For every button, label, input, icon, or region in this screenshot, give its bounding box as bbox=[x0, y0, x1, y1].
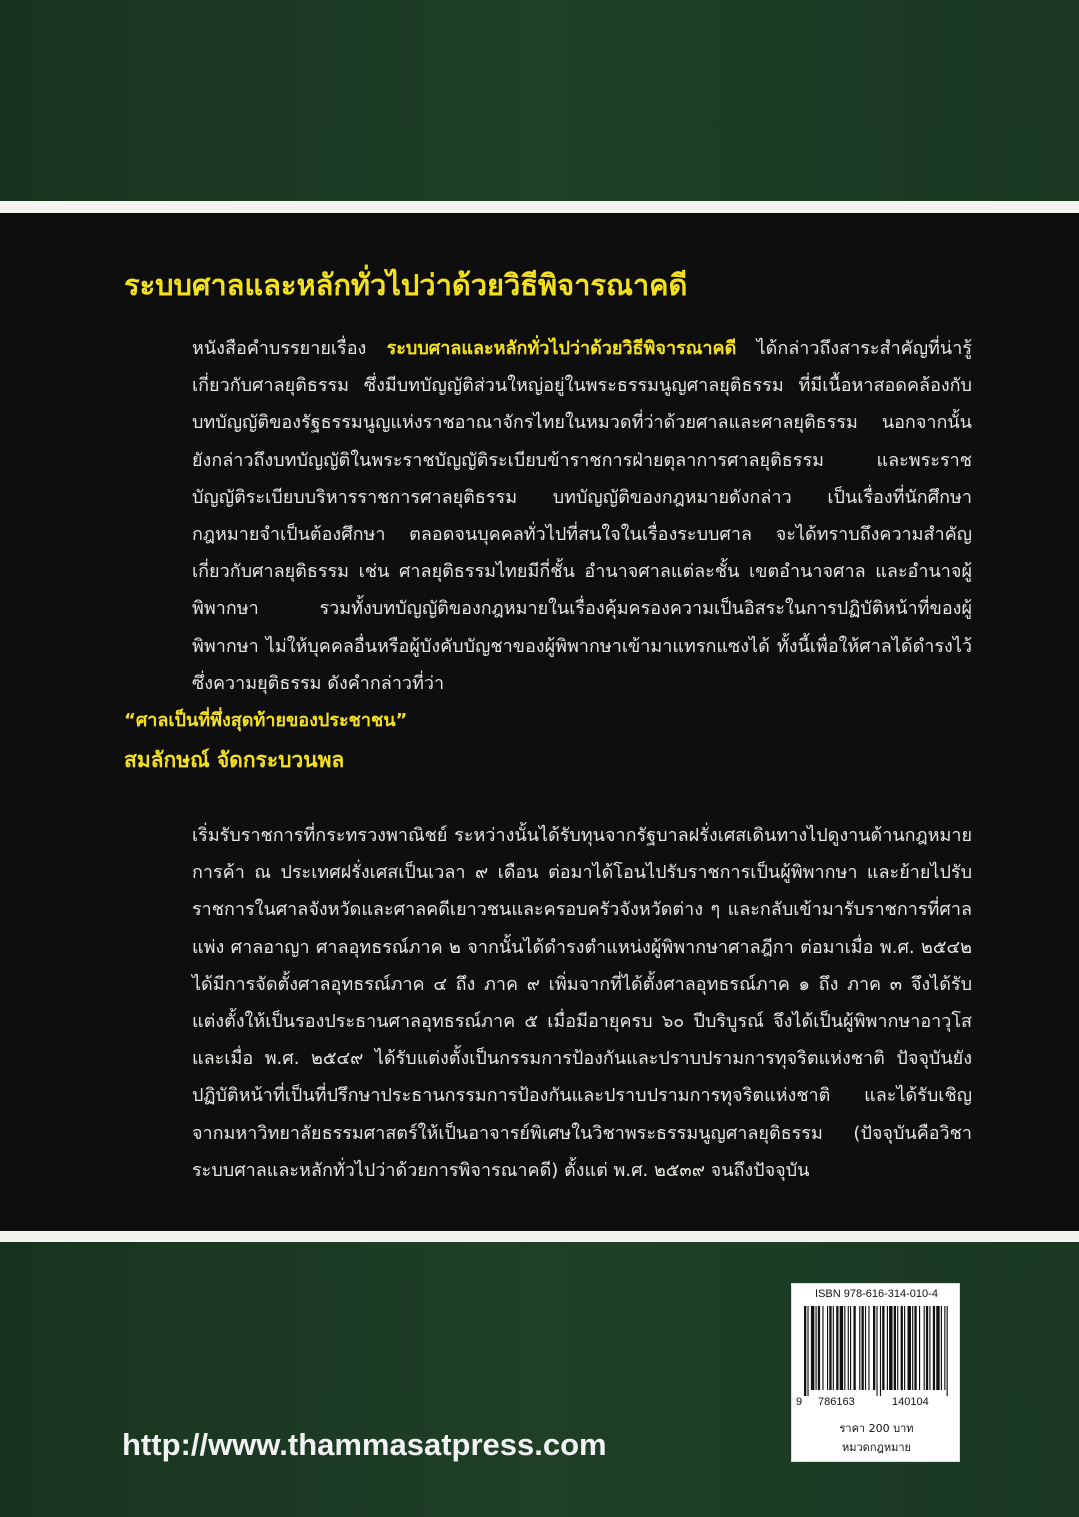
author-bio-text: เริ่มรับราชการที่กระทรวงพาณิชย์ ระหว่างนั้นได้รับทุนจากรัฐบาลฝรั่งเศสเดินทางไปดูงานด้านกฎหมายการค้า ณ ประเทศฝรั่งเศสเป็นเวลา ๙ เดือน ต่อมาได้โอนไปรับราชการเป็นผู้พิพากษา และย้ายไปรับราชการในศาลจังหวัดและศาลคดีเยาวชนและครอบครัวจังหวัดต่าง ๆ และกลับเข้ามารับราชการที่ศาลแพ่ง ศาลอาญา ศาลอุทธรณ์ภาค ๒ จากนั้นได้ดำรงตำแหน่งผู้พิพากษาศาลฎีกา ต่อมาเมื่อ พ.ศ. ๒๕๔๒ ได้มีการจัดตั้งศาลอุทธรณ์ภาค ๔ ถึง ภาค ๙ เพิ่มจากที่ได้ตั้งศาลอุทธรณ์ภาค ๑ ถึง ภาค ๓ จึงได้รับแต่งตั้งให้เป็นรองประธานศาลอุทธรณ์ภาค ๕ เมื่อมีอายุครบ ๖๐ ปีบริบูรณ์ จึงได้เป็นผู้พิพากษาอาวุโส และเมื่อ พ.ศ. ๒๕๔๙ ได้รับแต่งตั้งเป็นกรรมการป้องกันและปราบปรามการทุจริตแห่งชาติ ปัจจุบันยังปฏิบัติหน้าที่เป็นที่ปรึกษาประธานกรรมการป้องกันและปราบปรามการทุจริตแห่งชาติ และได้รับเชิญจากมหาวิทยาลัยธรรมศาสตร์ให้เป็นอาจารย์พิเศษในวิชาพระธรรมนูญศาลยุติธรรม (ปัจจุบันคือวิชาระบบศาลและหลักทั่วไปว่าด้วยการพิจารณาคดี) ตั้งแต่ พ.ศ. ๒๕๓๙ จนถึงปัจจุบัน bbox=[192, 825, 972, 1181]
price-text: ราคา 200 บาท bbox=[839, 1422, 914, 1435]
publisher-url[interactable]: http://www.thammasatpress.com bbox=[122, 1427, 607, 1462]
author-name: สมลักษณ์ จัดกระบวนพล bbox=[124, 748, 345, 772]
category-text: หมวดกฎหมาย bbox=[842, 1441, 911, 1454]
isbn-barcode-label bbox=[791, 1283, 960, 1462]
description-start: หนังสือคำบรรยายเรื่อง bbox=[192, 338, 387, 359]
barcode-digits-left: 786163 bbox=[818, 1396, 855, 1408]
barcode-digit-first: 9 bbox=[796, 1396, 803, 1408]
description-text bbox=[124, 330, 972, 702]
description-quote: “ศาลเป็นที่พึ่งสุดท้ายของประชาชน” bbox=[124, 710, 408, 732]
description-rest: ได้กล่าวถึงสาระสำคัญที่น่ารู้เกี่ยวกับศาลยุติธรรม ซึ่งมีบทบัญญัติส่วนใหญ่อยู่ในพระธรรมนูญศาลยุติธรรม ที่มีเนื้อหาสอดคล้องกับบทบัญญัติของรัฐธรรมนูญแห่งราชอาณาจักรไทยในหมวดที่ว่าด้วยศาลและศาลยุติธรรม นอกจากนั้นยังกล่าวถึงบทบัญญัติในพระราชบัญญัติระเบียบข้าราชการฝ่ายตุลาการศาลยุติธรรม และพระราชบัญญัติระเบียบบริหารราชการศาลยุติธรรม บทบัญญัติของกฎหมายดังกล่าว เป็นเรื่องที่นักศึกษากฎหมายจำเป็นต้องศึกษา ตลอดจนบุคคลทั่วไปที่สนใจในเรื่องระบบศาล จะได้ทราบถึงความสำคัญเกี่ยวกับศาลยุติธรรม เช่น ศาลยุติธรรมไทยมีกี่ชั้น อำนาจศาลแต่ละชั้น เขตอำนาจศาล และอำนาจผู้พิพากษา รวมทั้งบทบัญญัติของกฎหมายในเรื่องคุ้มครองความเป็นอิสระในการปฏิบัติหน้าที่ของผู้พิพากษา ไม่ให้บุคคลอื่นหรือผู้บังคับบัญชาของผู้พิพากษาเข้ามาแทรกแซงได้ ทั้งนี้เพื่อให้ศาลได้ดำรงไว้ซึ่งความยุติธรรม ดังคำกล่าวที่ว่า bbox=[192, 338, 972, 694]
book-title: ระบบศาลและหลักทั่วไปว่าด้วยวิธีพิจารณาคดี bbox=[124, 268, 688, 302]
author-bio bbox=[124, 817, 972, 1189]
barcode-digits-right: 140104 bbox=[892, 1396, 929, 1408]
book-description bbox=[124, 330, 972, 739]
bottom-divider-line bbox=[0, 1231, 1079, 1242]
isbn-text: ISBN 978-616-314-010-4 bbox=[815, 1288, 938, 1300]
top-divider-line bbox=[0, 201, 1079, 213]
description-highlight: ระบบศาลและหลักทั่วไปว่าด้วยวิธีพิจารณาคดี bbox=[386, 338, 737, 359]
barcode-icon bbox=[802, 1306, 952, 1396]
